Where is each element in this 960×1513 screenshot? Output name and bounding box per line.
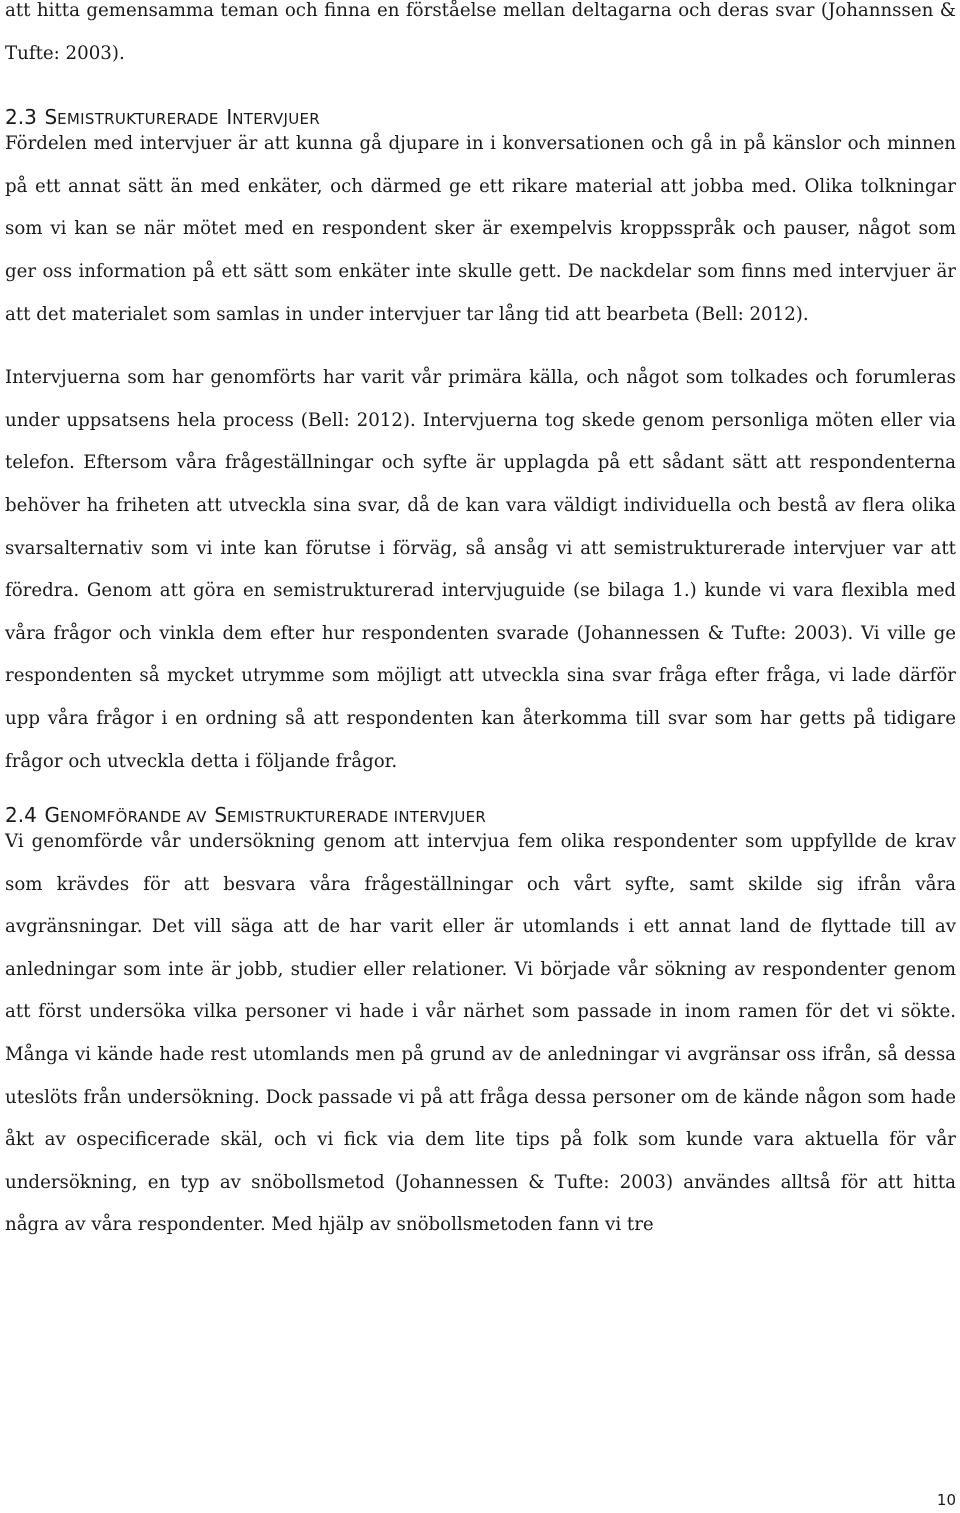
- page-body: [5, 0, 956, 1247]
- heading-initial: S: [44, 105, 58, 130]
- paragraph-continuation: att hitta gemensamma teman och finna en förståelse mellan deltagarna och deras svar (Johannssen & Tufte: 2003).: [5, 0, 956, 64]
- paragraph: Vi genomförde vår undersökning genom att intervjua fem olika respondenter som uppfyllde de krav som krävdes för att besvara våra frågeställningar och vårt syfte, samt skilde sig ifrån våra avgränsningar. Det vill säga att de har varit eller är utomlands i ett annat land de flyttade till av anledningar som inte är jobb, studier eller relationer. Vi började vår sökning av respondenter genom att först undersöka vilka personer vi hade i vår närhet som passade in inom ramen för det vi sökte. Många vi kände hade rest utomlands men på grund av de anledningar vi avgränsar oss ifrån, så dessa uteslöts från undersökning. Dock passade vi på att fråga dessa personer om de kände någon som hade åkt av ospecificerade skäl, och vi fick via dem lite tips på folk som kunde vara aktuella för vår undersökning, en typ av snöbollsmetod (Johannessen & Tufte: 2003) användes alltså för att hitta några av våra respondenter. Med hjälp av snöbollsmetoden fann vi tre: [5, 831, 956, 1236]
- heading-smallcaps: EMISTRUKTURERADE: [57, 110, 219, 129]
- spacer: [5, 336, 956, 357]
- spacer: [5, 783, 956, 793]
- heading-smallcaps: NTERVJUER: [232, 110, 320, 129]
- section-number: 2.3: [5, 105, 37, 130]
- heading-initial: I: [226, 105, 233, 130]
- paragraph: Intervjuerna som har genomförts har varit vår primära källa, och något som tolkades och forumleras under uppsatsens hela process (Bell: 2012). Intervjuerna tog skede genom personliga möten eller via telefon. Eftersom våra frågeställningar och syfte är upplagda på ett sådant sätt att respondenterna behöver ha friheten att utveckla sina svar, då de kan vara väldigt individuella och bestå av flera olika svarsalternativ som vi inte kan förutse i förväg, så ansåg vi att semistrukturerade intervjuer var att föredra. Genom att göra en semistrukturerad intervjuguide (se bilaga 1.) kunde vi vara flexibla med våra frågor och vinkla dem efter hur respondenten svarade (Johannessen & Tufte: 2003). Vi ville ge respondenten så mycket utrymme som möjligt att utveckla sina svar fråga efter fråga, vi lade därför upp våra frågor i en ordning så att respondenten kan återkomma till svar som har getts på tidigare frågor och utveckla detta i följande frågor.: [5, 367, 956, 772]
- section-number: 2.4: [5, 803, 37, 828]
- page-number: 10: [936, 1491, 956, 1509]
- paragraph: Fördelen med intervjuer är att kunna gå djupare in i konversationen och gå in på känslor och minnen på ett annat sätt än med enkäter, och därmed ge ett rikare material att jobba med. Olika tolkningar som vi kan se när mötet med en respondent sker är exempelvis kroppsspråk och pauser, något som ger oss information på ett sätt som enkäter inte skulle gett. De nackdelar som finns med intervjuer är att det materialet som samlas in under intervjuer tar lång tid att bearbeta (Bell: 2012).: [5, 133, 956, 325]
- heading-initial: S: [214, 803, 228, 828]
- heading-smallcaps: ENOMFÖRANDE AV: [59, 808, 207, 827]
- heading-initial: G: [44, 803, 60, 828]
- heading-smallcaps: EMISTRUKTURERADE INTERVJUER: [227, 808, 487, 827]
